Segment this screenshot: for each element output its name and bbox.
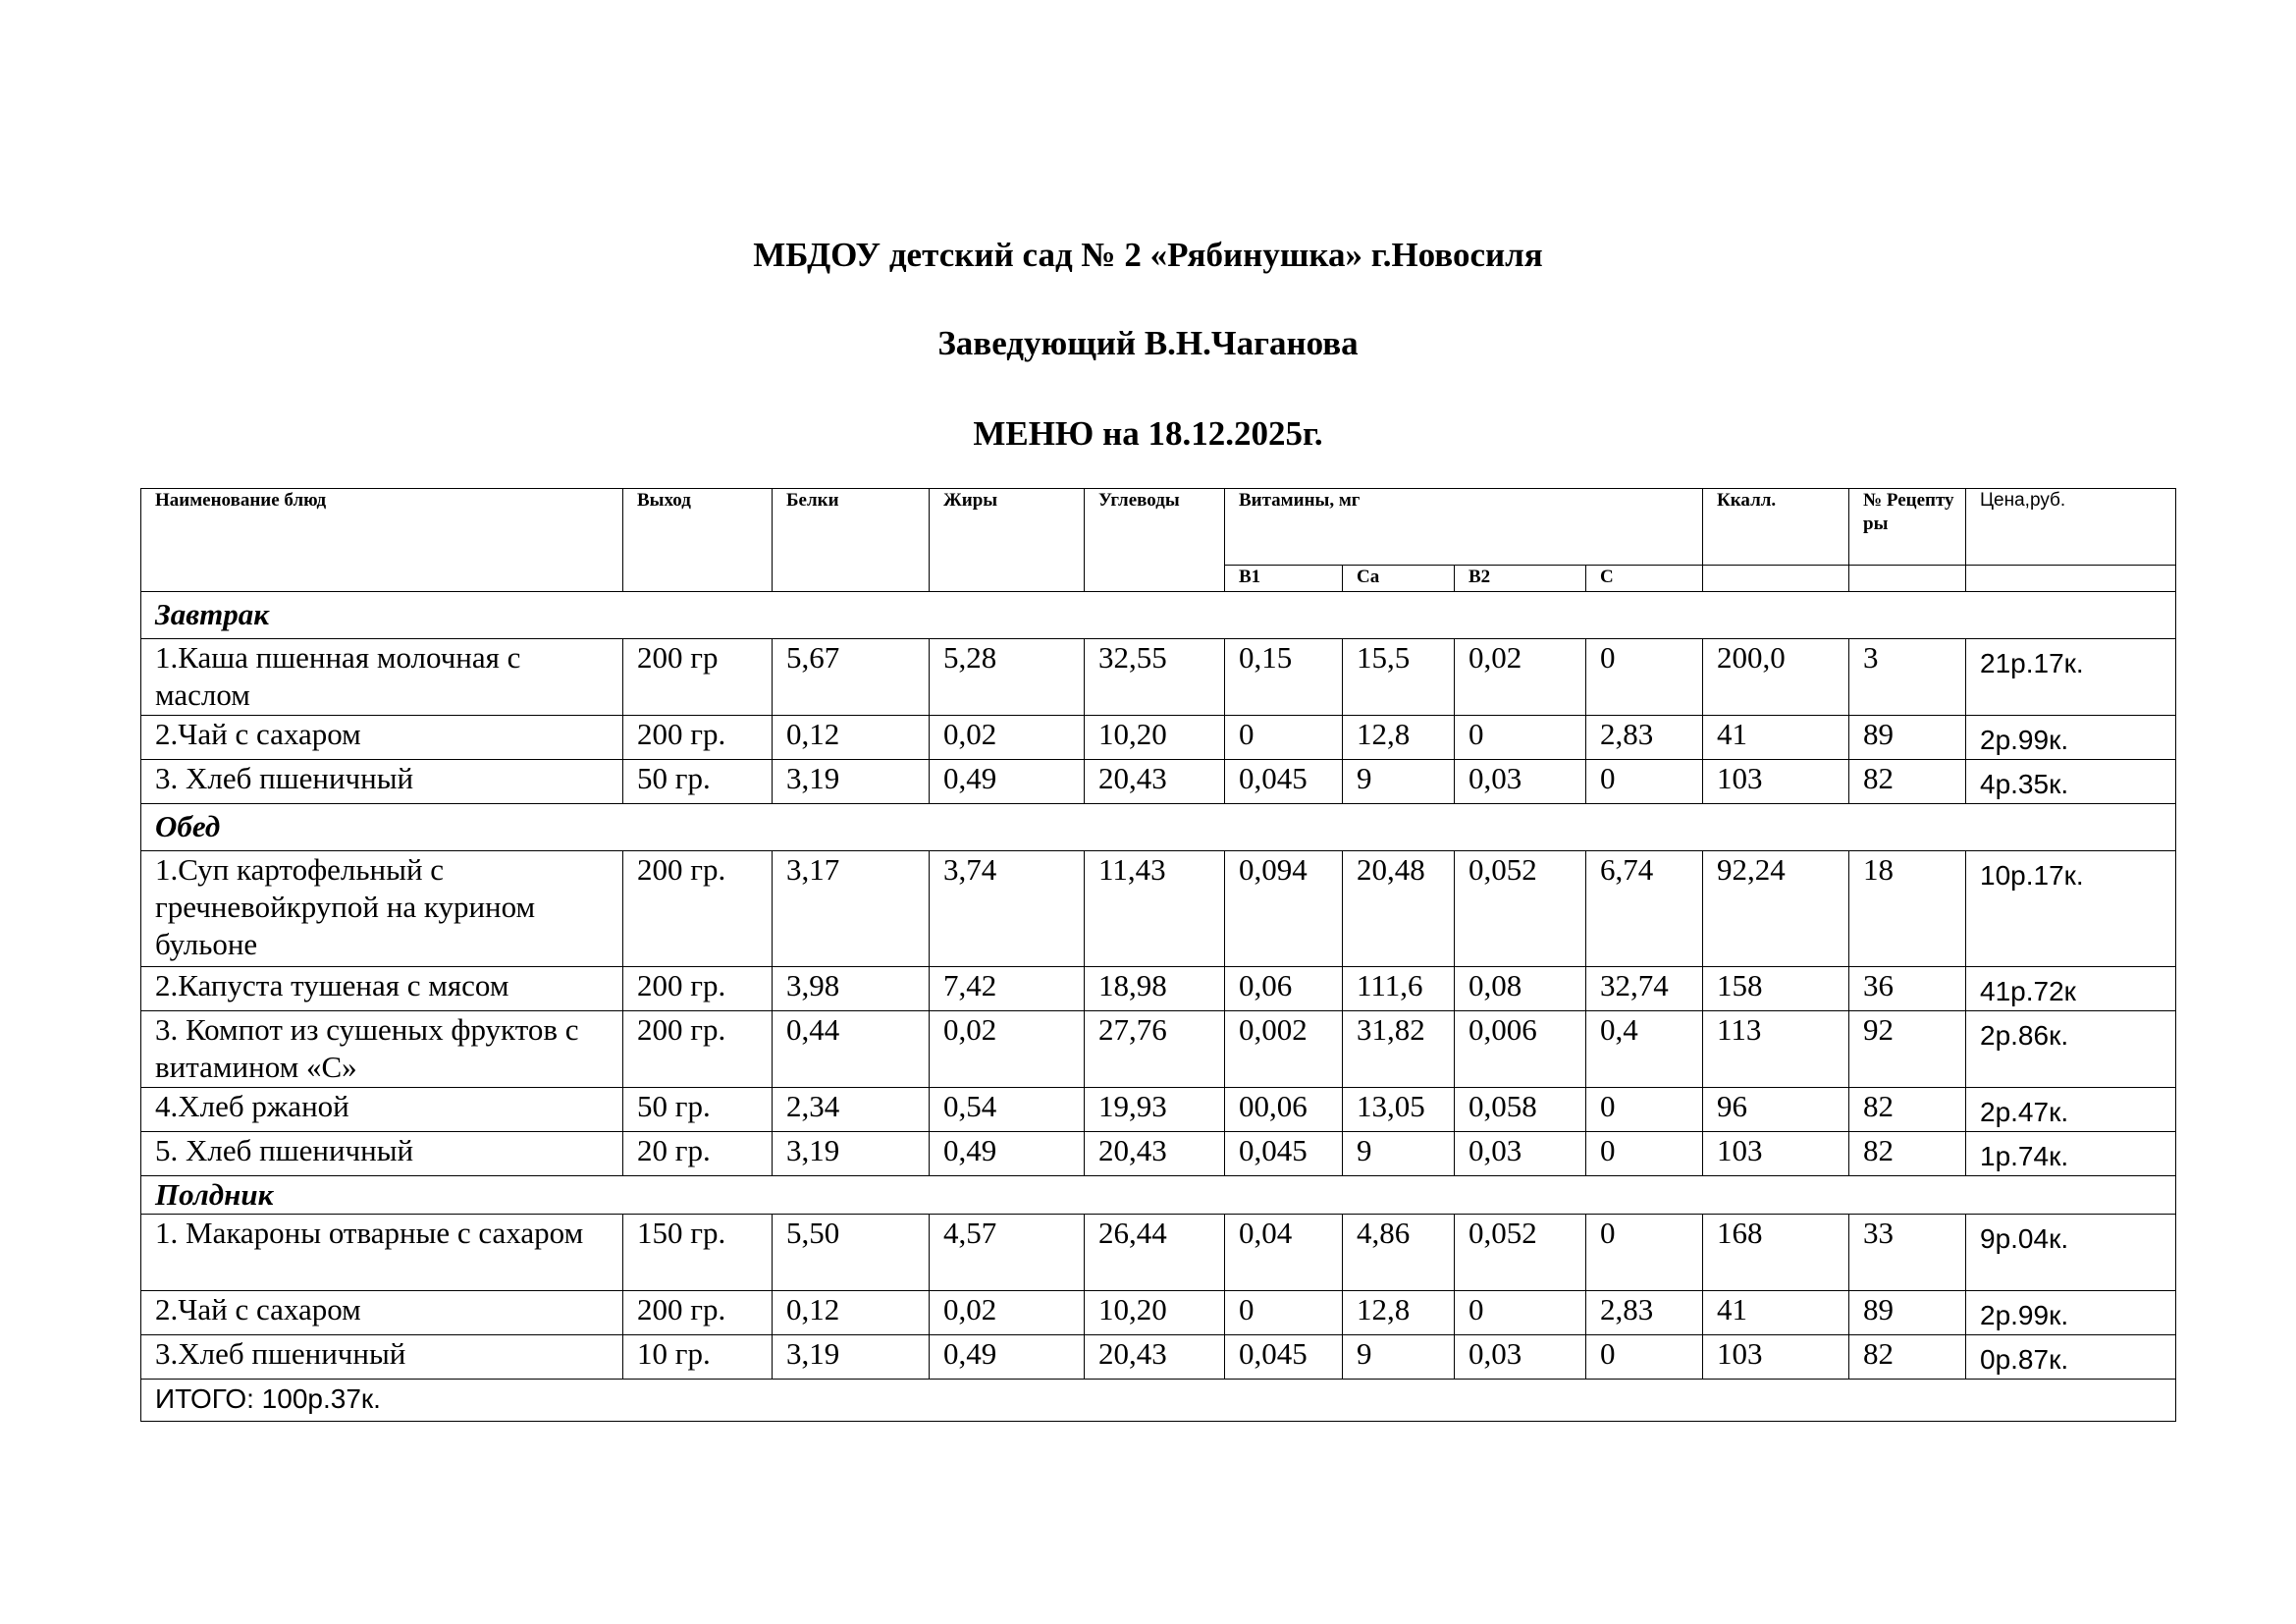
section-title-lunch: Обед [141, 804, 2176, 851]
dish-name: 2.Капуста тушеная с мясом [141, 967, 623, 1011]
dish-c: 0 [1586, 1215, 1703, 1291]
dish-name: 3.Хлеб пшеничный [141, 1335, 623, 1380]
dish-carbs: 20,43 [1085, 760, 1225, 804]
dish-name: 4.Хлеб ржаной [141, 1088, 623, 1132]
dish-b2: 0,052 [1455, 1215, 1586, 1291]
dish-ca: 9 [1343, 1335, 1455, 1380]
col-header-c: С [1586, 566, 1703, 592]
dish-c: 0,4 [1586, 1011, 1703, 1088]
dish-c: 2,83 [1586, 716, 1703, 760]
section-title-snack: Полдник [141, 1176, 2176, 1215]
dish-fats: 0,02 [930, 1011, 1085, 1088]
table-row [141, 1132, 2176, 1176]
dish-recipe: 82 [1849, 1088, 1966, 1132]
dish-carbs: 27,76 [1085, 1011, 1225, 1088]
dish-price: 2р.99к. [1966, 716, 2176, 760]
dish-kcal: 103 [1703, 1335, 1849, 1380]
dish-recipe: 82 [1849, 1132, 1966, 1176]
dish-output: 200 гр. [623, 1291, 773, 1335]
col-header-recipe: № Рецепту ры [1849, 489, 1966, 566]
dish-output: 50 гр. [623, 1088, 773, 1132]
table-row [141, 760, 2176, 804]
dish-kcal: 113 [1703, 1011, 1849, 1088]
dish-recipe: 18 [1849, 851, 1966, 967]
dish-carbs: 10,20 [1085, 1291, 1225, 1335]
table-row [141, 1011, 2176, 1088]
dish-b1: 0 [1225, 716, 1343, 760]
dish-proteins: 0,12 [773, 716, 930, 760]
dish-output: 200 гр. [623, 716, 773, 760]
table-row [141, 1335, 2176, 1380]
dish-b2: 0,006 [1455, 1011, 1586, 1088]
dish-price: 4р.35к. [1966, 760, 2176, 804]
dish-ca: 15,5 [1343, 639, 1455, 716]
dish-name: 1. Макароны отварные с сахаром [141, 1215, 623, 1291]
col-header-price: Цена,руб. [1966, 489, 2176, 566]
dish-recipe: 82 [1849, 760, 1966, 804]
dish-b2: 0,03 [1455, 1132, 1586, 1176]
dish-kcal: 41 [1703, 716, 1849, 760]
dish-kcal: 200,0 [1703, 639, 1849, 716]
dish-ca: 20,48 [1343, 851, 1455, 967]
dish-b2: 0 [1455, 716, 1586, 760]
col-header-name: Наименование блюд [141, 489, 623, 592]
dish-fats: 4,57 [930, 1215, 1085, 1291]
dish-price: 0р.87к. [1966, 1335, 2176, 1380]
dish-kcal: 158 [1703, 967, 1849, 1011]
director-line: Заведующий В.Н.Чаганова [937, 324, 1359, 362]
dish-proteins: 0,44 [773, 1011, 930, 1088]
dish-kcal: 96 [1703, 1088, 1849, 1132]
dish-ca: 111,6 [1343, 967, 1455, 1011]
dish-fats: 0,49 [930, 1335, 1085, 1380]
dish-name: 1.Каша пшенная молочная с маслом [141, 639, 623, 716]
col-header-vitamins: Витамины, мг [1225, 489, 1703, 566]
dish-b1: 0,045 [1225, 760, 1343, 804]
dish-proteins: 0,12 [773, 1291, 930, 1335]
dish-ca: 12,8 [1343, 716, 1455, 760]
dish-recipe: 33 [1849, 1215, 1966, 1291]
dish-b1: 0,06 [1225, 967, 1343, 1011]
dish-b1: 0,15 [1225, 639, 1343, 716]
dish-carbs: 10,20 [1085, 716, 1225, 760]
dish-recipe: 89 [1849, 716, 1966, 760]
dish-name: 3. Компот из сушеных фруктов с витамином «С» [141, 1011, 623, 1088]
table-row [141, 1215, 2176, 1291]
dish-kcal: 41 [1703, 1291, 1849, 1335]
dish-b1: 0,045 [1225, 1132, 1343, 1176]
col-header-kcal-blank [1703, 566, 1849, 592]
dish-output: 10 гр. [623, 1335, 773, 1380]
dish-price: 10р.17к. [1966, 851, 2176, 967]
dish-b1: 0,04 [1225, 1215, 1343, 1291]
dish-carbs: 26,44 [1085, 1215, 1225, 1291]
menu-table [140, 488, 2176, 1422]
col-header-proteins: Белки [773, 489, 930, 592]
dish-ca: 9 [1343, 1132, 1455, 1176]
dish-proteins: 3,98 [773, 967, 930, 1011]
dish-name: 2.Чай с сахаром [141, 716, 623, 760]
dish-kcal: 168 [1703, 1215, 1849, 1291]
dish-b1: 0,094 [1225, 851, 1343, 967]
dish-recipe: 89 [1849, 1291, 1966, 1335]
dish-b2: 0,08 [1455, 967, 1586, 1011]
dish-name: 5. Хлеб пшеничный [141, 1132, 623, 1176]
dish-recipe: 36 [1849, 967, 1966, 1011]
dish-fats: 3,74 [930, 851, 1085, 967]
dish-b2: 0,02 [1455, 639, 1586, 716]
dish-output: 50 гр. [623, 760, 773, 804]
col-header-output: Выход [623, 489, 773, 592]
dish-name: 1.Суп картофельный с гречневойкрупой на курином бульоне [141, 851, 623, 967]
dish-proteins: 5,50 [773, 1215, 930, 1291]
dish-output: 150 гр. [623, 1215, 773, 1291]
dish-b1: 0,002 [1225, 1011, 1343, 1088]
dish-proteins: 3,19 [773, 1335, 930, 1380]
dish-proteins: 2,34 [773, 1088, 930, 1132]
dish-b1: 0,045 [1225, 1335, 1343, 1380]
col-header-fats: Жиры [930, 489, 1085, 592]
dish-c: 2,83 [1586, 1291, 1703, 1335]
dish-proteins: 5,67 [773, 639, 930, 716]
col-header-carbs: Углеводы [1085, 489, 1225, 592]
dish-output: 200 гр. [623, 1011, 773, 1088]
col-header-recipe-blank [1849, 566, 1966, 592]
col-header-price-blank [1966, 566, 2176, 592]
table-row [141, 967, 2176, 1011]
section-title-breakfast: Завтрак [141, 592, 2176, 639]
dish-fats: 0,49 [930, 1132, 1085, 1176]
dish-proteins: 3,19 [773, 1132, 930, 1176]
dish-b1: 0 [1225, 1291, 1343, 1335]
dish-kcal: 103 [1703, 1132, 1849, 1176]
dish-price: 9р.04к. [1966, 1215, 2176, 1291]
dish-price: 2р.47к. [1966, 1088, 2176, 1132]
dish-name: 2.Чай с сахаром [141, 1291, 623, 1335]
dish-fats: 5,28 [930, 639, 1085, 716]
dish-output: 200 гр. [623, 851, 773, 967]
dish-ca: 4,86 [1343, 1215, 1455, 1291]
dish-proteins: 3,19 [773, 760, 930, 804]
table-row [141, 639, 2176, 716]
dish-b1: 00,06 [1225, 1088, 1343, 1132]
dish-c: 0 [1586, 1088, 1703, 1132]
dish-output: 20 гр. [623, 1132, 773, 1176]
dish-fats: 7,42 [930, 967, 1085, 1011]
dish-b2: 0 [1455, 1291, 1586, 1335]
col-header-kcal: Ккалл. [1703, 489, 1849, 566]
dish-b2: 0,03 [1455, 1335, 1586, 1380]
dish-c: 6,74 [1586, 851, 1703, 967]
dish-price: 41р.72к [1966, 967, 2176, 1011]
dish-kcal: 103 [1703, 760, 1849, 804]
dish-output: 200 гр [623, 639, 773, 716]
dish-carbs: 11,43 [1085, 851, 1225, 967]
dish-price: 2р.86к. [1966, 1011, 2176, 1088]
table-row [141, 1088, 2176, 1132]
dish-c: 0 [1586, 760, 1703, 804]
total-cost: ИТОГО: 100р.37к. [141, 1380, 2176, 1422]
dish-recipe: 82 [1849, 1335, 1966, 1380]
dish-carbs: 20,43 [1085, 1132, 1225, 1176]
dish-recipe: 92 [1849, 1011, 1966, 1088]
table-body [141, 592, 2176, 1422]
dish-carbs: 32,55 [1085, 639, 1225, 716]
dish-kcal: 92,24 [1703, 851, 1849, 967]
dish-ca: 31,82 [1343, 1011, 1455, 1088]
dish-b2: 0,03 [1455, 760, 1586, 804]
table-row [141, 851, 2176, 967]
organization-title: МБДОУ детский сад № 2 «Рябинушка» г.Новосиля [753, 236, 1543, 274]
dish-price: 2р.99к. [1966, 1291, 2176, 1335]
table-row [141, 716, 2176, 760]
col-header-b2: В2 [1455, 566, 1586, 592]
dish-fats: 0,49 [930, 760, 1085, 804]
dish-c: 0 [1586, 1132, 1703, 1176]
dish-b2: 0,052 [1455, 851, 1586, 967]
dish-output: 200 гр. [623, 967, 773, 1011]
dish-carbs: 18,98 [1085, 967, 1225, 1011]
dish-fats: 0,02 [930, 716, 1085, 760]
table-header [141, 489, 2176, 592]
dish-ca: 9 [1343, 760, 1455, 804]
dish-fats: 0,02 [930, 1291, 1085, 1335]
col-header-b1: В1 [1225, 566, 1343, 592]
dish-ca: 13,05 [1343, 1088, 1455, 1132]
dish-name: 3. Хлеб пшеничный [141, 760, 623, 804]
dish-carbs: 20,43 [1085, 1335, 1225, 1380]
dish-c: 32,74 [1586, 967, 1703, 1011]
dish-c: 0 [1586, 1335, 1703, 1380]
dish-c: 0 [1586, 639, 1703, 716]
dish-carbs: 19,93 [1085, 1088, 1225, 1132]
dish-fats: 0,54 [930, 1088, 1085, 1132]
dish-price: 1р.74к. [1966, 1132, 2176, 1176]
col-header-ca: Са [1343, 566, 1455, 592]
dish-price: 21р.17к. [1966, 639, 2176, 716]
table-row [141, 1291, 2176, 1335]
dish-ca: 12,8 [1343, 1291, 1455, 1335]
dish-b2: 0,058 [1455, 1088, 1586, 1132]
menu-title: МЕНЮ на 18.12.2025г. [973, 414, 1323, 453]
dish-recipe: 3 [1849, 639, 1966, 716]
dish-proteins: 3,17 [773, 851, 930, 967]
